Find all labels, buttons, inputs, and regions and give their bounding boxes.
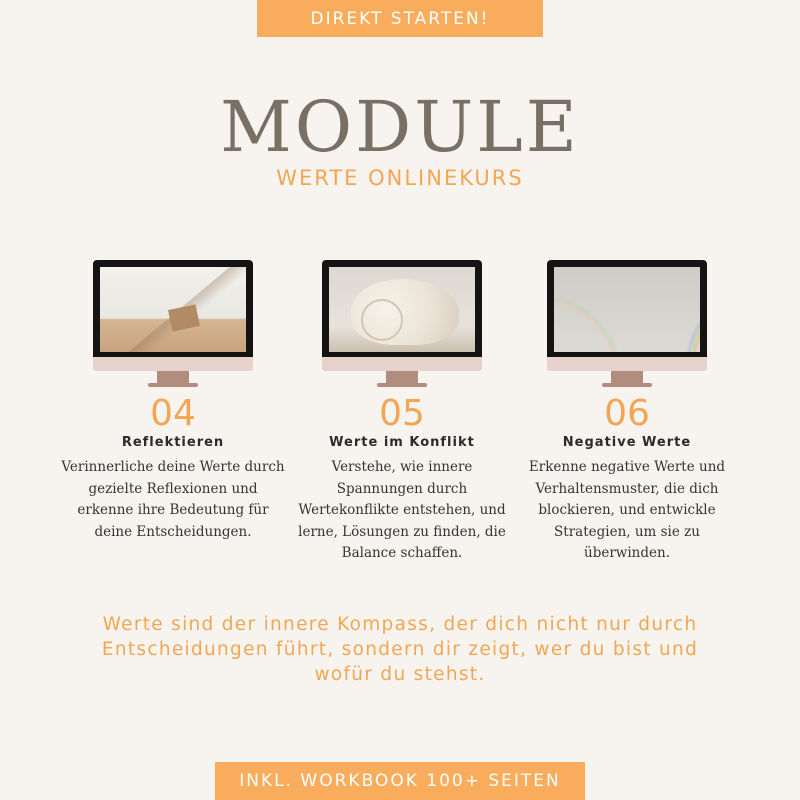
module-description: Erkenne negative Werte und Verhaltensmuster, die dich blockieren, und entwickle Strategien, um sie zu überwinden. bbox=[528, 459, 726, 561]
monitor-foot bbox=[602, 383, 652, 387]
monitor-chin bbox=[547, 357, 707, 371]
monitor-bezel bbox=[93, 260, 253, 357]
module-number: 06 bbox=[604, 393, 650, 434]
monitor-icon bbox=[93, 260, 253, 390]
monitor-icon bbox=[547, 260, 707, 390]
module-card-04 bbox=[55, 260, 291, 543]
module-image-reflektieren bbox=[100, 267, 246, 352]
monitor-foot bbox=[377, 383, 427, 387]
module-title: Negative Werte bbox=[562, 435, 692, 450]
page-subtitle: WERTE ONLINEKURS bbox=[276, 166, 524, 190]
module-number: 05 bbox=[379, 393, 425, 434]
module-title: Reflektieren bbox=[121, 435, 225, 450]
monitor-chin bbox=[322, 357, 482, 371]
module-image-negative-werte bbox=[554, 267, 700, 352]
direkt-starten-button[interactable]: DIREKT STARTEN! bbox=[257, 0, 543, 37]
module-card-05 bbox=[284, 260, 520, 565]
monitor-bezel bbox=[322, 260, 482, 357]
workbook-banner: INKL. WORKBOOK 100+ SEITEN bbox=[215, 762, 585, 800]
module-image-werte-im-konflikt bbox=[329, 267, 475, 352]
module-description: Verinnerliche deine Werte durch gezielte Reflexionen und erkenne ihre Bedeutung für deine Entscheidungen. bbox=[61, 459, 285, 540]
monitor-foot bbox=[148, 383, 198, 387]
monitor-icon bbox=[322, 260, 482, 390]
monitor-chin bbox=[93, 357, 253, 371]
shell-shape bbox=[351, 279, 459, 345]
page-title: MODULE bbox=[220, 86, 580, 168]
module-description: Verstehe, wie innere Spannungen durch Wertekonflikte entstehen, und lerne, Lösungen zu finden, die Balance schaffen. bbox=[298, 459, 506, 561]
monitor-bezel bbox=[547, 260, 707, 357]
module-number: 04 bbox=[150, 393, 196, 434]
module-card-06 bbox=[509, 260, 745, 565]
paper-shape bbox=[168, 304, 200, 331]
quote-text: Werte sind der innere Kompass, der dich nicht nur durch Entscheidungen führt, sondern dir zeigt, wer du bist und wofür du stehst. bbox=[101, 614, 699, 685]
module-title: Werte im Konflikt bbox=[329, 435, 475, 450]
